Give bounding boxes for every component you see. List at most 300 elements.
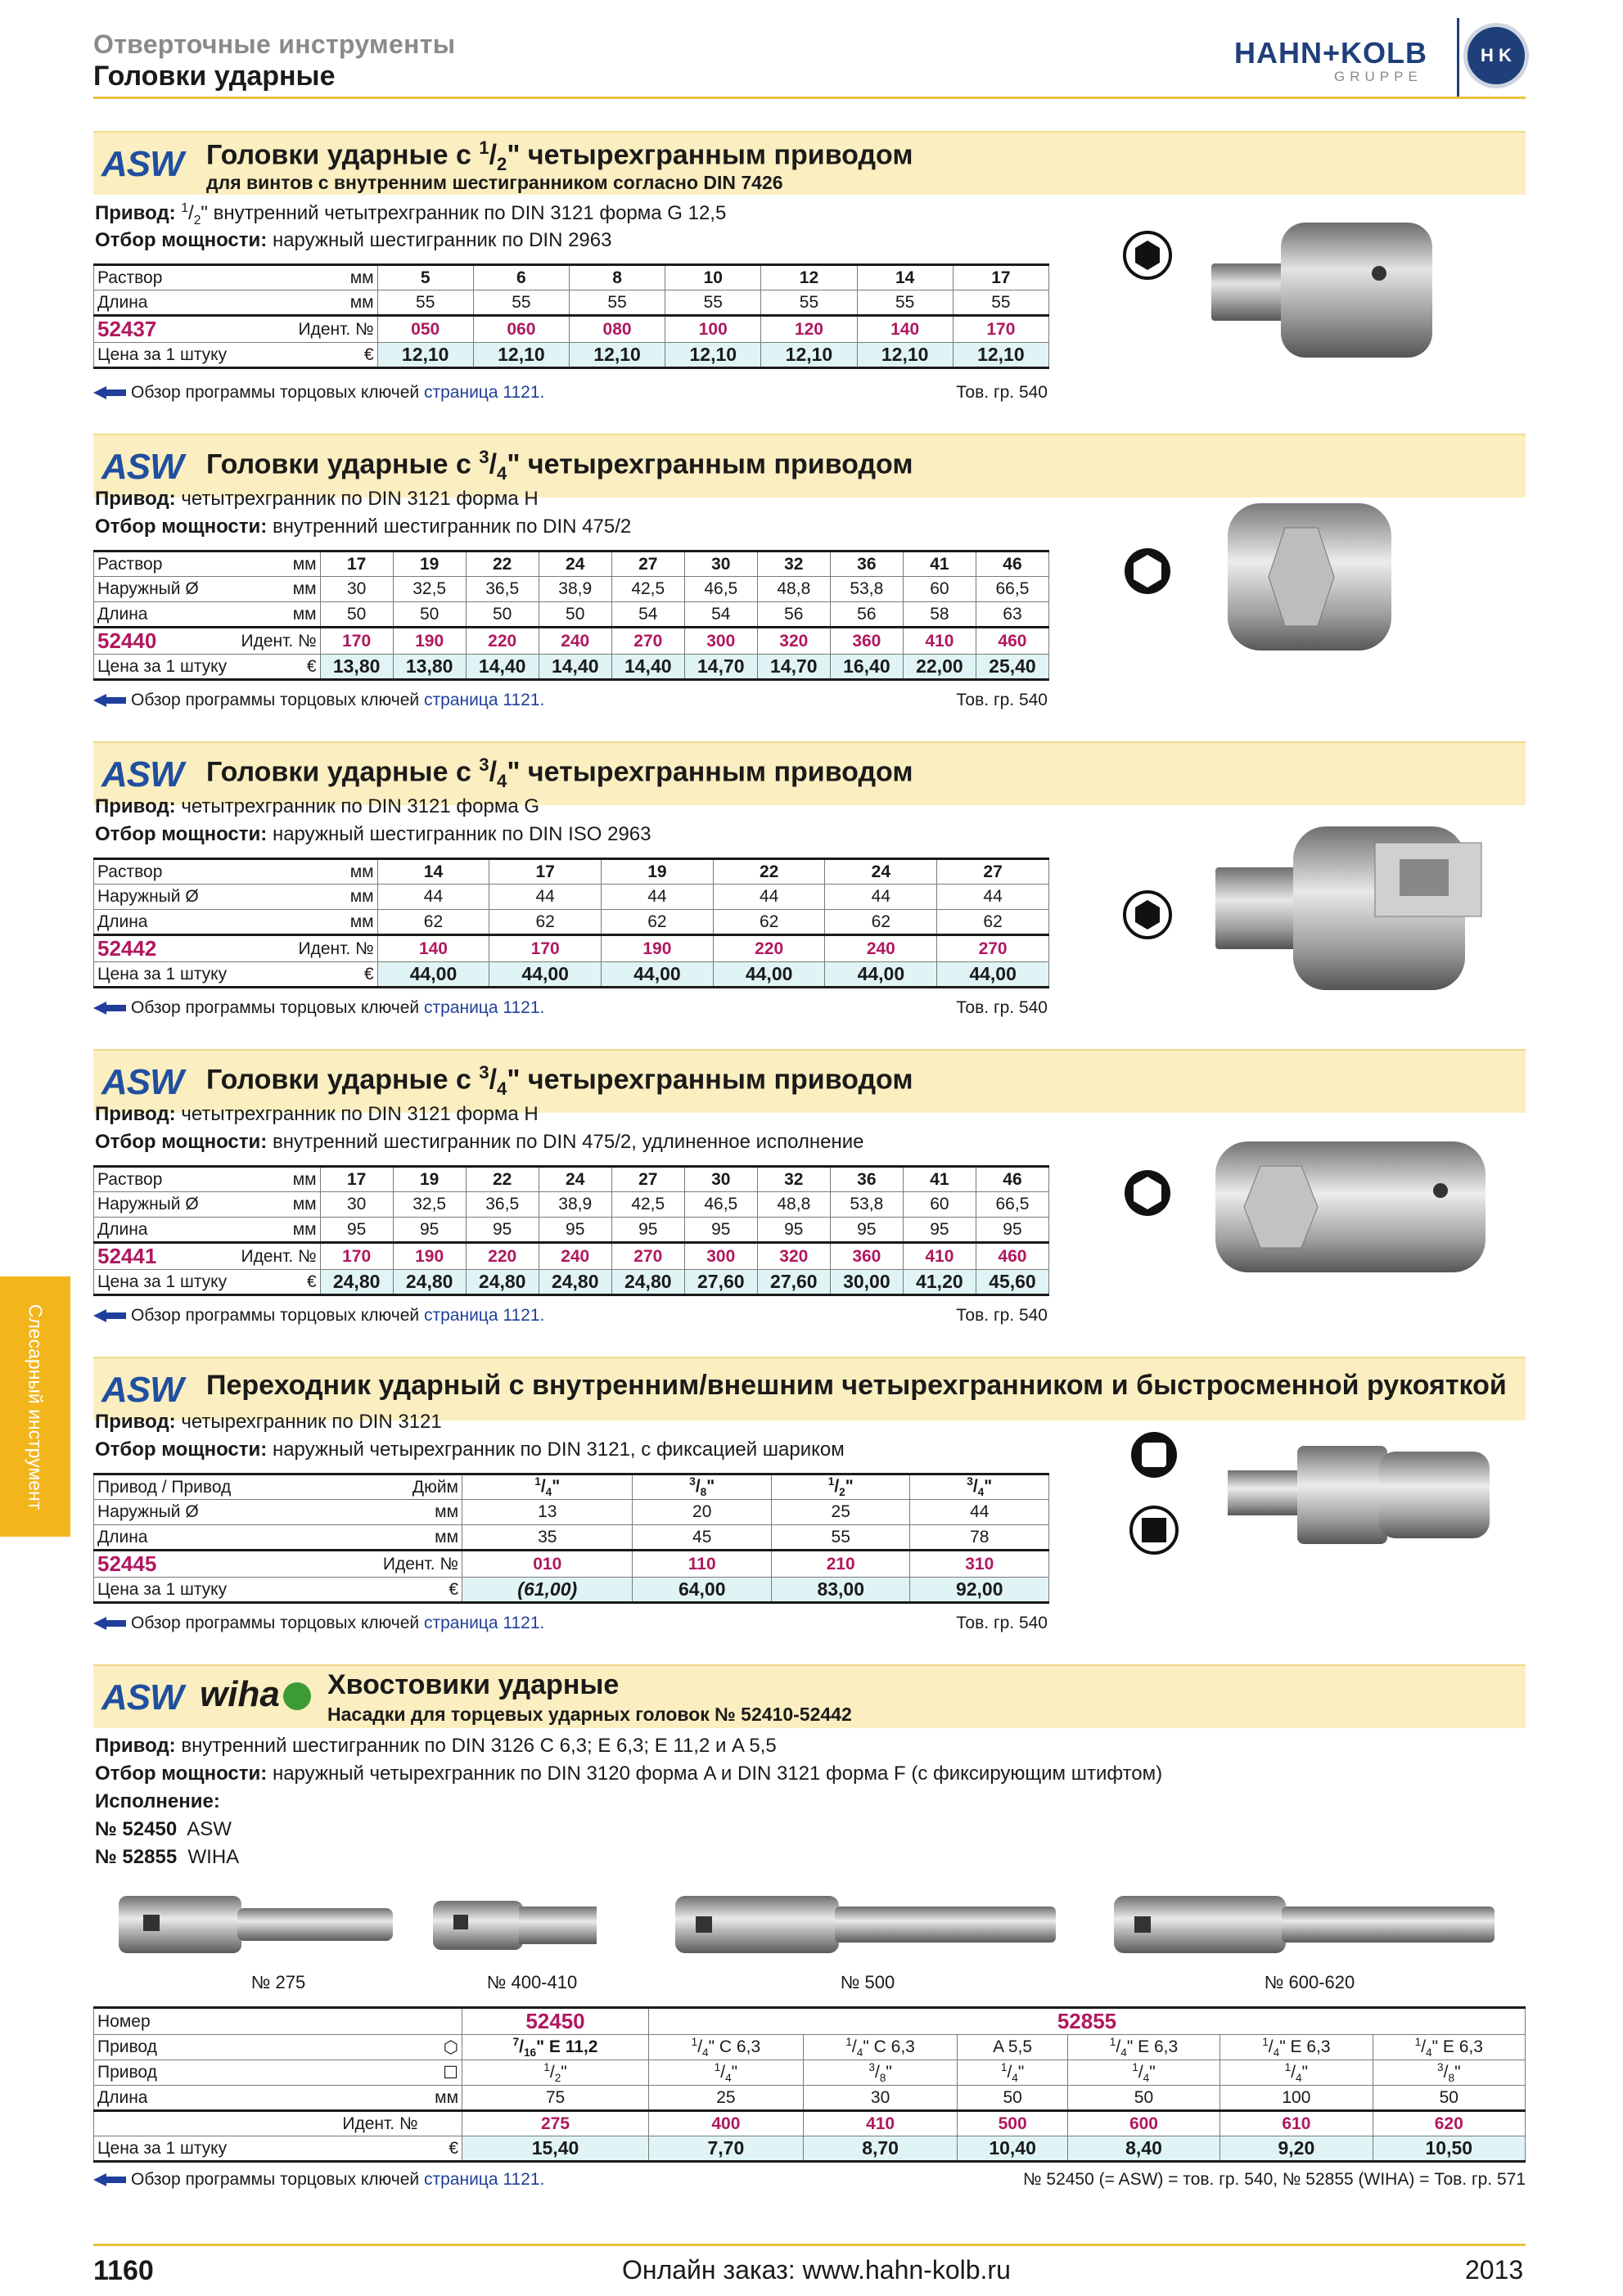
id-label: Идент. № — [274, 1551, 462, 1578]
cell-value: 44 — [602, 885, 714, 910]
unit-price: 12,10 — [953, 343, 1048, 368]
hex-external-icon — [1123, 890, 1172, 939]
execution-asw: № 52450 ASW — [95, 1818, 232, 1840]
product-group: Тов. гр. 540 — [956, 1614, 1048, 1632]
cell-value: 10 — [665, 265, 761, 290]
page-title: Головки ударные — [93, 61, 336, 92]
row-label: Привод / Привод — [94, 1474, 274, 1500]
ident-number: 240 — [539, 628, 611, 655]
cell-value: 13 — [462, 1500, 633, 1525]
overview-note[interactable]: Обзор программы торцовых ключей страница 1121. — [93, 383, 544, 403]
unit-price: 8,70 — [803, 2136, 958, 2162]
cell-value: $^3/_8$" — [803, 2060, 958, 2086]
price-label: Цена за 1 штуку — [94, 343, 231, 368]
cell-value: 55 — [771, 1525, 910, 1551]
ident-number: 500 — [958, 2111, 1067, 2136]
ident-number: 360 — [830, 628, 903, 655]
cell-value: 55 — [665, 290, 761, 316]
ident-number: 270 — [937, 935, 1049, 962]
article-number: 52450 — [462, 2008, 649, 2035]
cell-value: 14 — [857, 265, 953, 290]
cell-value: 95 — [684, 1218, 757, 1243]
table-row — [94, 343, 1049, 368]
section-title: Головки ударные с $^1/_2$" четырехгранным приводом — [206, 137, 913, 175]
ident-number: 240 — [825, 935, 937, 962]
category-title: Отверточные инструменты — [93, 29, 456, 59]
cell-value: $^1/_4$" — [958, 2060, 1067, 2086]
table-row — [94, 1192, 1049, 1218]
table-row — [94, 316, 1049, 343]
unit-price: 27,60 — [684, 1270, 757, 1295]
article-number: 52440 — [94, 628, 231, 655]
unit-price: 10,40 — [958, 2136, 1067, 2162]
cell-value: $^1/_4$" E 6,3 — [1220, 2035, 1373, 2060]
ident-number: 170 — [320, 628, 393, 655]
ident-number: 300 — [684, 1243, 757, 1270]
overview-note[interactable]: Обзор программы торцовых ключей страница 1121. — [93, 691, 544, 710]
back-arrow-icon — [93, 387, 126, 398]
row-unit: мм — [230, 265, 377, 290]
section-subtitle: Насадки для торцевых ударных головок № 52410-52442 — [327, 1704, 852, 1725]
ident-number: 320 — [757, 628, 830, 655]
row-unit: мм — [230, 551, 320, 577]
table-row — [94, 2008, 1526, 2035]
page-link[interactable]: страница 1121. — [424, 691, 545, 709]
section-title: Головки ударные с $^3/_4$" четырехгранным приводом — [206, 1062, 913, 1100]
unit-price: 14,40 — [611, 655, 684, 680]
adapter-quick-release-photo — [1220, 1434, 1498, 1556]
power-spec: Отбор мощности: внутренний шестигранник по DIN 475/2, удлиненное исполнение — [95, 1131, 864, 1153]
square-internal-icon — [1129, 1430, 1179, 1479]
cell-value: $^3/_8$" — [633, 1474, 772, 1500]
row-label: Наружный Ø — [94, 1500, 274, 1525]
unit-price: 14,40 — [539, 655, 611, 680]
power-spec: Отбор мощности: наружный четырехгранник по DIN 3120 форма A и DIN 3121 форма F (с фиксирующим штифтом) — [95, 1763, 1163, 1785]
cell-value: 44 — [377, 885, 489, 910]
cell-value: 36 — [830, 1167, 903, 1192]
section-sidetab[interactable]: Слесарный инструмент — [0, 1276, 70, 1537]
photo-caption: № 275 — [250, 1972, 306, 1992]
ident-number: 410 — [803, 2111, 958, 2136]
cell-value: 36 — [830, 551, 903, 577]
row-unit: мм — [230, 1192, 320, 1218]
wiha-badge-icon — [283, 1682, 311, 1710]
ident-number: 050 — [377, 316, 473, 343]
ident-number: 140 — [377, 935, 489, 962]
cell-value: 44 — [825, 885, 937, 910]
cell-value: 17 — [489, 859, 602, 885]
unit-price: 16,40 — [830, 655, 903, 680]
cell-value: 32 — [757, 1167, 830, 1192]
unit-price: 44,00 — [602, 962, 714, 988]
row-label: Привод — [94, 2035, 422, 2060]
cell-value: 66,5 — [976, 577, 1048, 602]
unit-price: 14,70 — [757, 655, 830, 680]
page-link[interactable]: страница 1121. — [424, 998, 545, 1017]
cell-value: 46 — [976, 1167, 1048, 1192]
price-label: Цена за 1 штуку — [94, 1578, 274, 1603]
hahn-kolb-logo — [1228, 18, 1537, 97]
table-row — [94, 1243, 1049, 1270]
id-label — [422, 2111, 462, 2136]
cell-value: 46 — [976, 551, 1048, 577]
row-unit: мм — [230, 602, 320, 628]
row-label: Раствор — [94, 1167, 231, 1192]
article-number: 52441 — [94, 1243, 231, 1270]
cell-value: 50 — [1373, 2086, 1525, 2111]
photo-caption: № 500 — [840, 1972, 895, 1992]
product-group: Тов. гр. 540 — [956, 1306, 1048, 1325]
photo-caption: № 600-620 — [1264, 1972, 1355, 1992]
ident-number: 210 — [771, 1551, 910, 1578]
page-link[interactable]: страница 1121. — [424, 383, 545, 402]
overview-note[interactable]: Обзор программы торцовых ключей страница 1121. — [93, 998, 544, 1018]
hex-drive-icon: ⬡ — [422, 2035, 462, 2060]
cell-value: 19 — [393, 551, 466, 577]
unit-price: 22,00 — [903, 655, 976, 680]
cell-value: 41 — [903, 551, 976, 577]
deep-socket-photo — [1211, 1133, 1490, 1281]
table-row — [94, 628, 1049, 655]
unit-price: 8,40 — [1067, 2136, 1220, 2162]
catalog-year: 2013 — [1465, 2255, 1524, 2285]
cell-value: 95 — [757, 1218, 830, 1243]
power-spec: Отбор мощности: наружный четырехгранник по DIN 3121, с фиксацией шариком — [95, 1438, 845, 1461]
unit-price: 24,80 — [393, 1270, 466, 1295]
table-row — [94, 885, 1049, 910]
cell-value: 24 — [825, 859, 937, 885]
unit-price: 10,50 — [1373, 2136, 1525, 2162]
back-arrow-icon — [93, 1310, 126, 1321]
drive-spec: Привод: четытрехгранник по DIN 3121 форма G — [95, 795, 540, 817]
logo-text: HAHN+KOLB — [1234, 36, 1428, 70]
cell-value: 36,5 — [466, 1192, 539, 1218]
spec-table-52437 — [93, 263, 1049, 369]
cell-value: $^1/_4$" E 6,3 — [1373, 2035, 1525, 2060]
cell-value: 95 — [320, 1218, 393, 1243]
unit-price: 44,00 — [377, 962, 489, 988]
ident-number: 400 — [649, 2111, 804, 2136]
cell-value: 50 — [1067, 2086, 1220, 2111]
currency-symbol: € — [422, 2136, 462, 2162]
back-arrow-icon — [93, 695, 126, 706]
ident-number: 170 — [953, 316, 1048, 343]
unit-price: 14,70 — [684, 655, 757, 680]
cell-value: 56 — [757, 602, 830, 628]
table-row — [94, 1270, 1049, 1295]
unit-price: 45,60 — [976, 1270, 1048, 1295]
spec-table-52440 — [93, 550, 1049, 681]
article-number: 52445 — [94, 1551, 274, 1578]
cell-value: 27 — [937, 859, 1049, 885]
row-unit: мм — [230, 577, 320, 602]
row-label: Длина — [94, 2086, 422, 2111]
cell-value: 45 — [633, 1525, 772, 1551]
cell-value: 46,5 — [684, 577, 757, 602]
unit-price: 92,00 — [910, 1578, 1049, 1603]
row-unit — [422, 2008, 462, 2035]
page-link[interactable]: страница 1121. — [424, 1614, 545, 1632]
cell-value: 41 — [903, 1167, 976, 1192]
row-label: Раствор — [94, 551, 231, 577]
currency-symbol: € — [230, 1270, 320, 1295]
ident-number: 610 — [1220, 2111, 1373, 2136]
cell-value: $^1/_4$" — [649, 2060, 804, 2086]
row-label: Наружный Ø — [94, 885, 231, 910]
product-group: № 52450 (= ASW) = тов. гр. 540, № 52855 (WIHA) = Тов. гр. 571 — [1023, 2170, 1526, 2189]
cell-value: 24 — [539, 1167, 611, 1192]
ident-number: 310 — [910, 1551, 1049, 1578]
online-order-text[interactable]: Онлайн заказ: www.hahn-kolb.ru — [622, 2255, 1011, 2285]
extension-275-photo — [115, 1892, 401, 1957]
unit-price: 25,40 — [976, 655, 1048, 680]
row-unit: мм — [230, 910, 377, 935]
cell-value: $^3/_8$" — [1373, 2060, 1525, 2086]
article-number: 52442 — [94, 935, 231, 962]
cell-value: 63 — [976, 602, 1048, 628]
row-label: Длина — [94, 602, 231, 628]
cell-value: 8 — [569, 265, 665, 290]
ident-number: 190 — [393, 628, 466, 655]
overview-note[interactable]: Обзор программы торцовых ключей страница 1121. — [93, 1306, 544, 1326]
id-label: Идент. № — [230, 316, 377, 343]
cell-value: 32,5 — [393, 577, 466, 602]
table-row — [94, 602, 1049, 628]
square-drive-icon: ☐ — [422, 2060, 462, 2086]
row-label: Раствор — [94, 265, 231, 290]
asw-logo: ASW — [101, 1370, 183, 1410]
table-row — [94, 290, 1049, 316]
ident-number: 170 — [320, 1243, 393, 1270]
table-row — [94, 859, 1049, 885]
execution-label: Исполнение: — [95, 1790, 220, 1812]
unit-price: 83,00 — [771, 1578, 910, 1603]
cell-value: 48,8 — [757, 577, 830, 602]
cell-value: 54 — [611, 602, 684, 628]
cell-value: 17 — [320, 1167, 393, 1192]
unit-price: 41,20 — [903, 1270, 976, 1295]
ident-number: 460 — [976, 628, 1048, 655]
socket-bit-photo — [1203, 206, 1473, 370]
ident-number: 110 — [633, 1551, 772, 1578]
cell-value: 30 — [684, 551, 757, 577]
cell-value: 50 — [393, 602, 466, 628]
cell-value: 62 — [489, 910, 602, 935]
cell-value: $^3/_4$" — [910, 1474, 1049, 1500]
row-label: Привод — [94, 2060, 422, 2086]
ident-number: 220 — [466, 628, 539, 655]
currency-symbol: € — [230, 343, 377, 368]
cell-value: 50 — [958, 2086, 1067, 2111]
cell-value: 62 — [713, 910, 825, 935]
spec-table-52450 — [93, 2006, 1526, 2163]
row-label: Наружный Ø — [94, 577, 231, 602]
table-row — [94, 1551, 1049, 1578]
currency-symbol: € — [274, 1578, 462, 1603]
cell-value: $^1/_4$" — [1220, 2060, 1373, 2086]
logo-emblem: H K — [1463, 23, 1529, 88]
unit-price: (61,00) — [462, 1578, 633, 1603]
row-label: Длина — [94, 1525, 274, 1551]
cell-value: 38,9 — [539, 577, 611, 602]
unit-price: 44,00 — [713, 962, 825, 988]
cell-value: 30 — [684, 1167, 757, 1192]
unit-price: 12,10 — [665, 343, 761, 368]
cell-value: 95 — [466, 1218, 539, 1243]
cell-value: $^1/_2$" — [462, 2060, 649, 2086]
cell-value: 95 — [903, 1218, 976, 1243]
logo-divider — [1457, 18, 1459, 97]
unit-price: 12,10 — [473, 343, 569, 368]
cell-value: 55 — [473, 290, 569, 316]
overview-note[interactable]: Обзор программы торцовых ключей страница 1121. — [93, 2170, 544, 2190]
cell-value: 22 — [466, 1167, 539, 1192]
extension-400-photo — [429, 1897, 601, 1954]
cell-value: 14 — [377, 859, 489, 885]
ident-number: 320 — [757, 1243, 830, 1270]
cell-value: 60 — [903, 1192, 976, 1218]
ident-number: 300 — [684, 628, 757, 655]
cell-value: 95 — [976, 1218, 1048, 1243]
cell-value: 24 — [539, 551, 611, 577]
page-link[interactable]: страница 1121. — [424, 1306, 545, 1325]
cell-value: 95 — [830, 1218, 903, 1243]
spec-table-52441 — [93, 1165, 1049, 1296]
ident-number: 620 — [1373, 2111, 1525, 2136]
cell-value: 56 — [830, 602, 903, 628]
unit-price: 44,00 — [937, 962, 1049, 988]
table-row — [94, 2035, 1526, 2060]
id-label: Идент. № — [230, 628, 320, 655]
table-row — [94, 1218, 1049, 1243]
ident-number: 220 — [713, 935, 825, 962]
spec-table-52445 — [93, 1473, 1049, 1604]
ident-number: 190 — [602, 935, 714, 962]
cell-value: 6 — [473, 265, 569, 290]
table-row — [94, 2111, 1526, 2136]
unit-price: 7,70 — [649, 2136, 804, 2162]
cell-value: 55 — [953, 290, 1048, 316]
table-row — [94, 655, 1049, 680]
unit-price: 27,60 — [757, 1270, 830, 1295]
cell-value: 78 — [910, 1525, 1049, 1551]
cell-value: 25 — [771, 1500, 910, 1525]
impact-socket-photo — [1220, 495, 1400, 659]
back-arrow-icon — [93, 2174, 126, 2186]
row-label: Номер — [94, 2008, 422, 2035]
table-row — [94, 910, 1049, 935]
unit-price: 24,80 — [320, 1270, 393, 1295]
cell-value: 48,8 — [757, 1192, 830, 1218]
cell-value: 46,5 — [684, 1192, 757, 1218]
table-row — [94, 1167, 1049, 1192]
cell-value: 58 — [903, 602, 976, 628]
table-row — [94, 1500, 1049, 1525]
square-external-icon — [1129, 1506, 1179, 1555]
unit-price: 13,80 — [393, 655, 466, 680]
section-banner-52450 — [93, 1664, 1526, 1728]
ident-number: 220 — [466, 1243, 539, 1270]
row-unit: мм — [230, 1167, 320, 1192]
drive-spec: Привод: четытрехгранник по DIN 3121 форма H — [95, 488, 539, 510]
cell-value: 38,9 — [539, 1192, 611, 1218]
cell-value: 30 — [803, 2086, 958, 2111]
footer-rule — [93, 2244, 1526, 2246]
cell-value: 100 — [1220, 2086, 1373, 2111]
logo-subtext: GRUPPE — [1334, 69, 1422, 84]
ident-number: 360 — [830, 1243, 903, 1270]
cell-value: 53,8 — [830, 577, 903, 602]
cell-value: 95 — [393, 1218, 466, 1243]
row-label: Длина — [94, 290, 231, 316]
cell-value: 54 — [684, 602, 757, 628]
cell-value: 32 — [757, 551, 830, 577]
row-unit: Дюйм — [274, 1474, 462, 1500]
drive-spec: Привод: четырехгранник по DIN 3121 — [95, 1411, 442, 1433]
cell-value: 95 — [539, 1218, 611, 1243]
overview-note[interactable]: Обзор программы торцовых ключей страница 1121. — [93, 1614, 544, 1633]
drive-spec: Привод: $^1/_2$" внутренний четытрехгранник по DIN 3121 форма G 12,5 — [95, 201, 727, 227]
cell-value: 5 — [377, 265, 473, 290]
socket-adapter-photo — [1211, 810, 1490, 998]
asw-logo: ASW — [101, 447, 183, 487]
unit-price: 14,40 — [466, 655, 539, 680]
cell-value: 17 — [953, 265, 1048, 290]
page-number: 1160 — [93, 2255, 154, 2286]
ident-number: 170 — [489, 935, 602, 962]
cell-value: 66,5 — [976, 1192, 1048, 1218]
unit-price: 44,00 — [825, 962, 937, 988]
hex-external-icon — [1123, 231, 1172, 280]
ident-number: 460 — [976, 1243, 1048, 1270]
unit-price: 12,10 — [569, 343, 665, 368]
currency-symbol: € — [230, 962, 377, 988]
unit-price: 44,00 — [489, 962, 602, 988]
page-link[interactable]: страница 1121. — [424, 2170, 545, 2189]
asw-logo: ASW — [101, 144, 183, 184]
cell-value: 32,5 — [393, 1192, 466, 1218]
hex-internal-icon — [1123, 1168, 1172, 1218]
row-label: Длина — [94, 910, 231, 935]
cell-value: 62 — [602, 910, 714, 935]
unit-price: 30,00 — [830, 1270, 903, 1295]
table-row — [94, 962, 1049, 988]
product-group: Тов. гр. 540 — [956, 691, 1048, 709]
cell-value: 44 — [489, 885, 602, 910]
wiha-logo: wiha — [200, 1674, 311, 1715]
ident-number: 120 — [761, 316, 857, 343]
cell-value: 19 — [393, 1167, 466, 1192]
cell-value: 30 — [320, 1192, 393, 1218]
asw-logo: ASW — [101, 1677, 183, 1717]
row-unit: мм — [230, 1218, 320, 1243]
asw-logo: ASW — [101, 754, 183, 795]
cell-value: 44 — [713, 885, 825, 910]
ident-number: 100 — [665, 316, 761, 343]
cell-value: 36,5 — [466, 577, 539, 602]
back-arrow-icon — [93, 1618, 126, 1629]
table-row — [94, 1525, 1049, 1551]
section-title: Головки ударные с $^3/_4$" четырехгранным приводом — [206, 754, 913, 792]
cell-value: A 5,5 — [958, 2035, 1067, 2060]
cell-value: $^1/_4$" — [1067, 2060, 1220, 2086]
cell-value: 17 — [320, 551, 393, 577]
cell-value: 20 — [633, 1500, 772, 1525]
power-spec: Отбор мощности: наружный шестигранник по DIN ISO 2963 — [95, 823, 651, 845]
cell-value: $^1/_4$" C 6,3 — [649, 2035, 804, 2060]
unit-price: 64,00 — [633, 1578, 772, 1603]
asw-logo: ASW — [101, 1062, 183, 1102]
